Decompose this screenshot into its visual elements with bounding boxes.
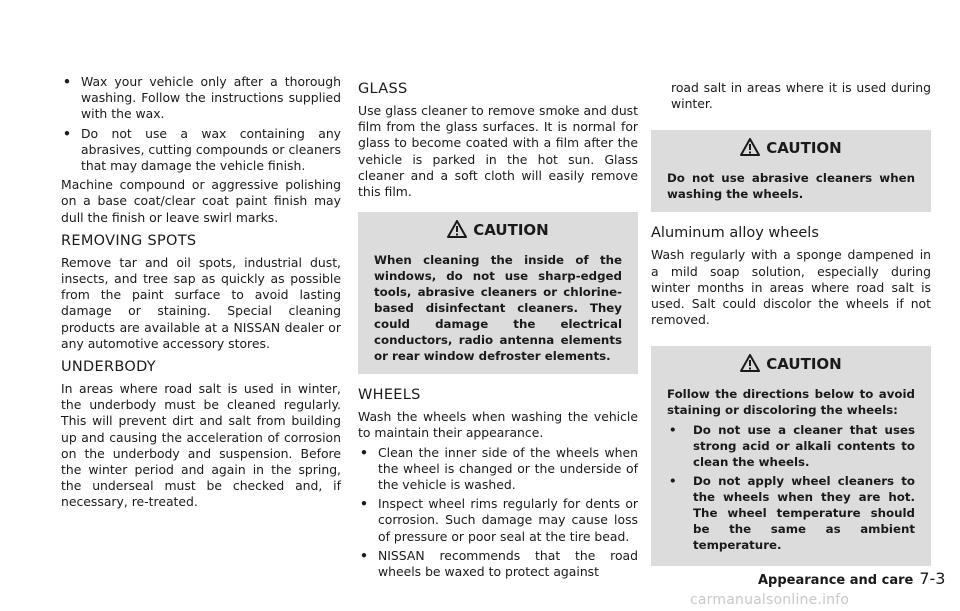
bullet-icon: • bbox=[360, 496, 368, 512]
bullet-icon: • bbox=[360, 547, 368, 563]
page-number: 7-3 bbox=[919, 569, 946, 588]
list-item: • NISSAN recommends that the road wheels be waxed to protect against bbox=[360, 547, 638, 580]
paragraph-removing-spots: Remove tar and oil spots, industrial dust, insects, and tree sap as quickly as possible from the paint surface to avoid lasting damage or staining. Special cleaning products are available at a NISSAN dealer or any automotive accessory stores. bbox=[61, 254, 341, 351]
warning-icon bbox=[447, 220, 467, 238]
paragraph-aluminum-alloy: Wash regularly with a sponge dampened in a mild soap solution, especially during winter months in areas where road salt is used. Salt could discolor the wheels if not removed. bbox=[651, 247, 931, 328]
list-item: • Clean the inner side of the wheels when the wheel is changed or the underside of the vehicle is washed. bbox=[360, 444, 638, 493]
paragraph-wheels: Wash the wheels when washing the vehicle to maintain their appearance. bbox=[358, 409, 638, 441]
list-item: • Do not use a wax containing any abrasives, cutting compounds or cleaners that may damage the vehicle finish. bbox=[63, 125, 341, 174]
heading-wheels: WHEELS bbox=[358, 387, 421, 404]
column-3 bbox=[651, 80, 931, 578]
heading-glass: GLASS bbox=[358, 81, 408, 97]
column-2 bbox=[358, 80, 638, 583]
warning-icon bbox=[740, 138, 760, 156]
bullet-icon: • bbox=[360, 444, 368, 460]
caution-header: CAUTION bbox=[374, 220, 622, 240]
caution-header: CAUTION bbox=[667, 138, 915, 158]
section-title: Appearance and care bbox=[758, 573, 914, 588]
bullet-icon: • bbox=[669, 423, 677, 438]
paragraph-underbody: In areas where road salt is used in winter, the underbody must be cleaned regularly. This will prevent dirt and salt from building up and causing the acceleration of corrosion on the underbody and suspension. Before the winter period and again in the spring, the underseal must be checked and, if necessary, re-treated. bbox=[61, 381, 341, 510]
bullet-icon: • bbox=[63, 125, 71, 141]
paragraph-continued: road salt in areas where it is used during winter. bbox=[671, 80, 931, 112]
warning-icon bbox=[740, 354, 760, 372]
paragraph-polishing: Machine compound or aggressive polishing on a base coat/clear coat paint finish may dull the finish or leave swirl marks. bbox=[61, 177, 341, 225]
heading-removing-spots: REMOVING SPOTS bbox=[61, 232, 197, 249]
caution-box-glass bbox=[358, 212, 638, 374]
bullet-icon: • bbox=[63, 74, 71, 89]
column-1 bbox=[61, 74, 341, 511]
caution-box-wheels bbox=[651, 130, 931, 212]
list-item: • Do not use a cleaner that uses strong acid or alkali contents to clean the wheels. bbox=[669, 423, 915, 470]
paragraph-glass: Use glass cleaner to remove smoke and dust film from the glass surfaces. It is normal for glass to become coated with a film after the vehicle is parked in the hot sun. Glass cleaner and a soft cloth will easily remove this film. bbox=[358, 103, 638, 200]
list-item: • Do not apply wheel cleaners to the wheels when they are hot. The wheel temperature should be the same as ambient temperature. bbox=[669, 474, 915, 553]
heading-underbody: UNDERBODY bbox=[61, 359, 156, 376]
caution-header: CAUTION bbox=[667, 354, 915, 374]
page-footer bbox=[758, 570, 945, 590]
list-item: • Wax your vehicle only after a thorough washing. Follow the instructions supplied with the wax. bbox=[63, 74, 341, 122]
bullet-icon: • bbox=[669, 474, 677, 489]
caution-intro: Follow the directions below to avoid staining or discoloring the wheels: bbox=[667, 387, 915, 418]
caution-text: When cleaning the inside of the windows, do not use sharp-edged tools, abrasive cleaners or chlorine-based disinfectant cleaners. They could damage the electrical conductors, radio antenna elements or rear window defroster elements. bbox=[374, 253, 622, 364]
caution-box-alloy bbox=[651, 346, 931, 566]
caution-text: Do not use abrasive cleaners when washing the wheels. bbox=[667, 171, 915, 202]
heading-aluminum-alloy-wheels: Aluminum alloy wheels bbox=[651, 225, 819, 242]
list-item: • Inspect wheel rims regularly for dents or corrosion. Such damage may cause loss of pressure or poor seal at the tire bead. bbox=[360, 496, 638, 544]
watermark: carmanualsonline.info bbox=[690, 592, 850, 608]
